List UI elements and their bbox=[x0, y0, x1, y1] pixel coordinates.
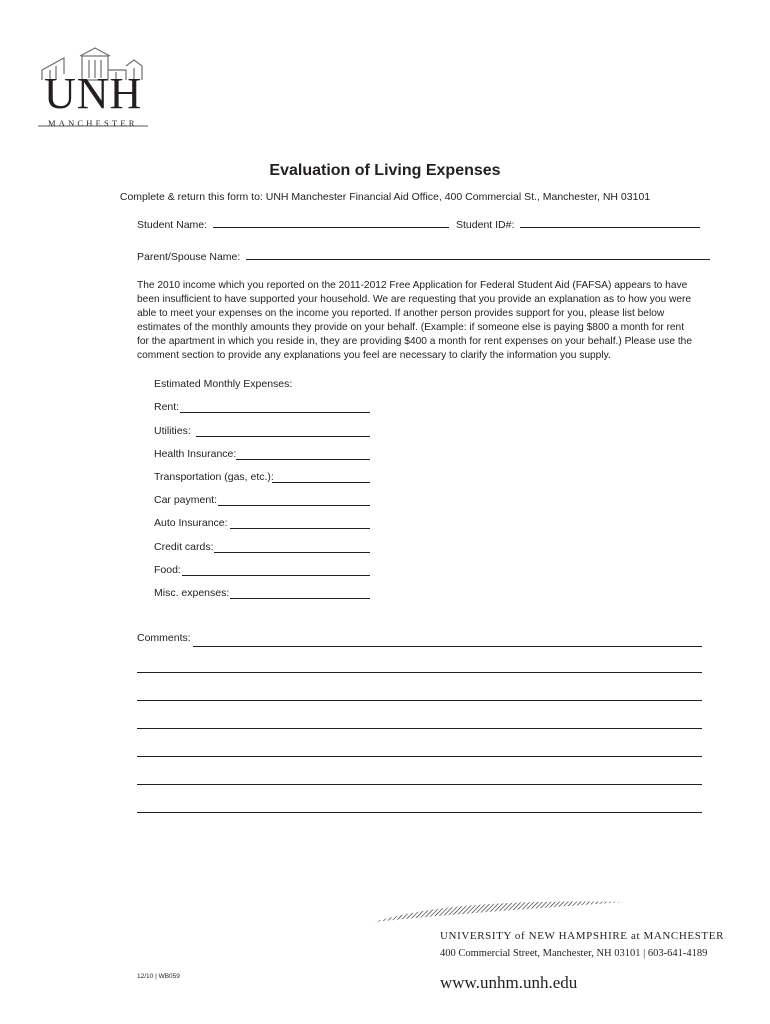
return-instructions: Complete & return this form to: UNH Manchester Financial Aid Office, 400 Commercial St., Manchester, NH 03101 bbox=[119, 191, 651, 203]
form-title: Evaluation of Living Expenses bbox=[269, 162, 501, 179]
expense-label-rent: Rent: bbox=[154, 401, 180, 413]
comments-line[interactable] bbox=[137, 811, 702, 813]
student-id-row bbox=[456, 215, 700, 231]
decorative-swoosh bbox=[372, 898, 627, 924]
expense-label-food: Food: bbox=[154, 564, 181, 576]
car-payment-field[interactable] bbox=[218, 504, 370, 506]
logo-wordmark: UNH bbox=[44, 69, 143, 118]
website-link[interactable]: www.unhm.unh.edu bbox=[440, 973, 578, 992]
expense-label-misc: Misc. expenses: bbox=[154, 587, 230, 599]
health-insurance-field[interactable] bbox=[236, 458, 370, 460]
parent-spouse-label: Parent/Spouse Name: bbox=[137, 251, 241, 263]
student-id-label: Student ID#: bbox=[456, 219, 515, 231]
comments-line[interactable] bbox=[137, 699, 702, 701]
auto-insurance-field[interactable] bbox=[230, 527, 370, 529]
expense-label-transportation: Transportation (gas, etc.): bbox=[154, 471, 274, 483]
expense-label-health-insurance: Health Insurance: bbox=[154, 448, 237, 460]
expense-label-credit-cards: Credit cards: bbox=[154, 541, 214, 553]
logo-subtext: MANCHESTER bbox=[48, 118, 138, 128]
utilities-field[interactable] bbox=[196, 435, 370, 437]
misc-expenses-field[interactable] bbox=[230, 597, 370, 599]
parent-spouse-field[interactable] bbox=[246, 247, 710, 260]
expense-label-car-payment: Car payment: bbox=[154, 494, 218, 506]
comments-line[interactable] bbox=[193, 645, 702, 647]
explanation-paragraph: The 2010 income which you reported on the 2011-2012 Free Application for Federal Student Aid (FAFSA) appears to have been insufficient to have supported your household. We are requesting that you provide an explanation as to how you were able to meet your expenses on the income you reported. If another person provides support for you, please list below estimates of the monthly amounts they provide on your behalf. (Example: if someone else is paying $800 a month for rent for the apartment in which you reside in, they are providing $400 a month for rent expenses on your behalf.) Please use the comment section to provide any explanations you feel are necessary to clarify the information you supply. bbox=[137, 280, 692, 361]
expense-label-auto-insurance: Auto Insurance: bbox=[154, 517, 228, 529]
comments-label: Comments: bbox=[137, 632, 191, 644]
student-name-row bbox=[137, 215, 449, 231]
university-address: 400 Commercial Street, Manchester, NH 03101 | 603-641-4189 bbox=[440, 948, 708, 959]
comments-line[interactable] bbox=[137, 755, 702, 757]
form-code: 12/10 | WB059 bbox=[137, 973, 180, 980]
transportation-field[interactable] bbox=[272, 481, 370, 483]
expenses-title: Estimated Monthly Expenses: bbox=[154, 378, 293, 390]
student-id-field[interactable] bbox=[520, 215, 700, 228]
comments-line[interactable] bbox=[137, 783, 702, 785]
food-field[interactable] bbox=[182, 574, 370, 576]
student-name-label: Student Name: bbox=[137, 219, 208, 231]
university-name: UNIVERSITY of NEW HAMPSHIRE at MANCHESTER bbox=[440, 930, 725, 942]
credit-cards-field[interactable] bbox=[214, 551, 370, 553]
parent-spouse-row bbox=[137, 247, 710, 263]
rent-field[interactable] bbox=[180, 411, 370, 413]
student-name-field[interactable] bbox=[213, 215, 449, 228]
expense-label-utilities: Utilities: bbox=[154, 425, 191, 437]
comments-line[interactable] bbox=[137, 727, 702, 729]
comments-line[interactable] bbox=[137, 671, 702, 673]
